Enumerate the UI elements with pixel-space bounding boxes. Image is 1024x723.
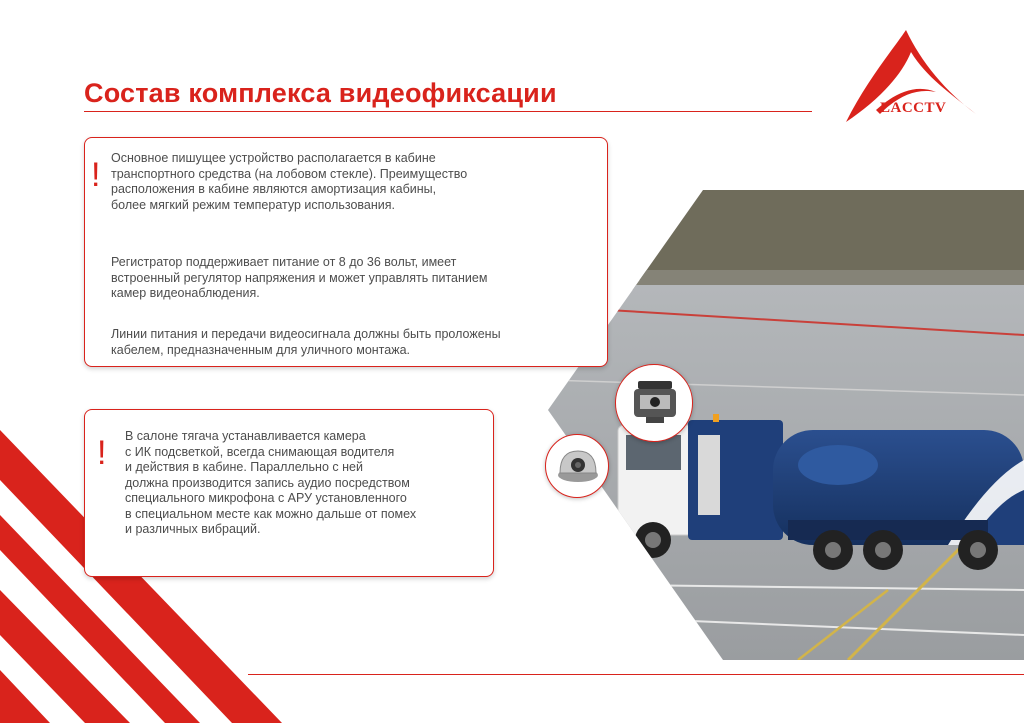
dome-camera-callout — [545, 434, 609, 498]
cabin-camera-paragraph: В салоне тягача устанавливается камера с ИК подсветкой, всегда снимающая водителя и действия в кабине. Параллельно с ней должна производится запись аудио посредством специального микрофона с АРУ установленного в специальном месте как можно дальше от помех и различных вибраций. — [125, 429, 417, 536]
title-underline — [84, 111, 812, 112]
dome-camera-icon — [546, 435, 609, 498]
recorder-power-paragraph: Регистратор поддерживает питание от 8 до 36 вольт, имеет встроенный регулятор напряжения и может управлять питанием камер видеонаблюдения. — [111, 255, 488, 300]
cabin-camera-info-card — [84, 409, 494, 577]
exclamation-mark: ! — [91, 156, 101, 194]
bottom-divider — [248, 674, 1024, 675]
logo-text: LACCTV — [880, 100, 947, 116]
exclamation-mark: ! — [97, 434, 107, 472]
page-title: Состав комплекса видеофиксации — [84, 78, 557, 108]
recorder-placement-paragraph: Основное пишущее устройство располагается в кабине транспортного средства (на лобовом стекле). Преимущество расположения в кабине являются амортизация кабины, более мягкий режим температур использования. — [111, 151, 468, 212]
dvr-recorder-icon — [616, 365, 693, 442]
cabling-paragraph: Линии питания и передачи видеосигнала должны быть проложены кабелем, предназначенным для уличного монтажа. — [111, 327, 501, 357]
recorder-info-card — [84, 137, 608, 367]
dvr-recorder-callout — [615, 364, 693, 442]
